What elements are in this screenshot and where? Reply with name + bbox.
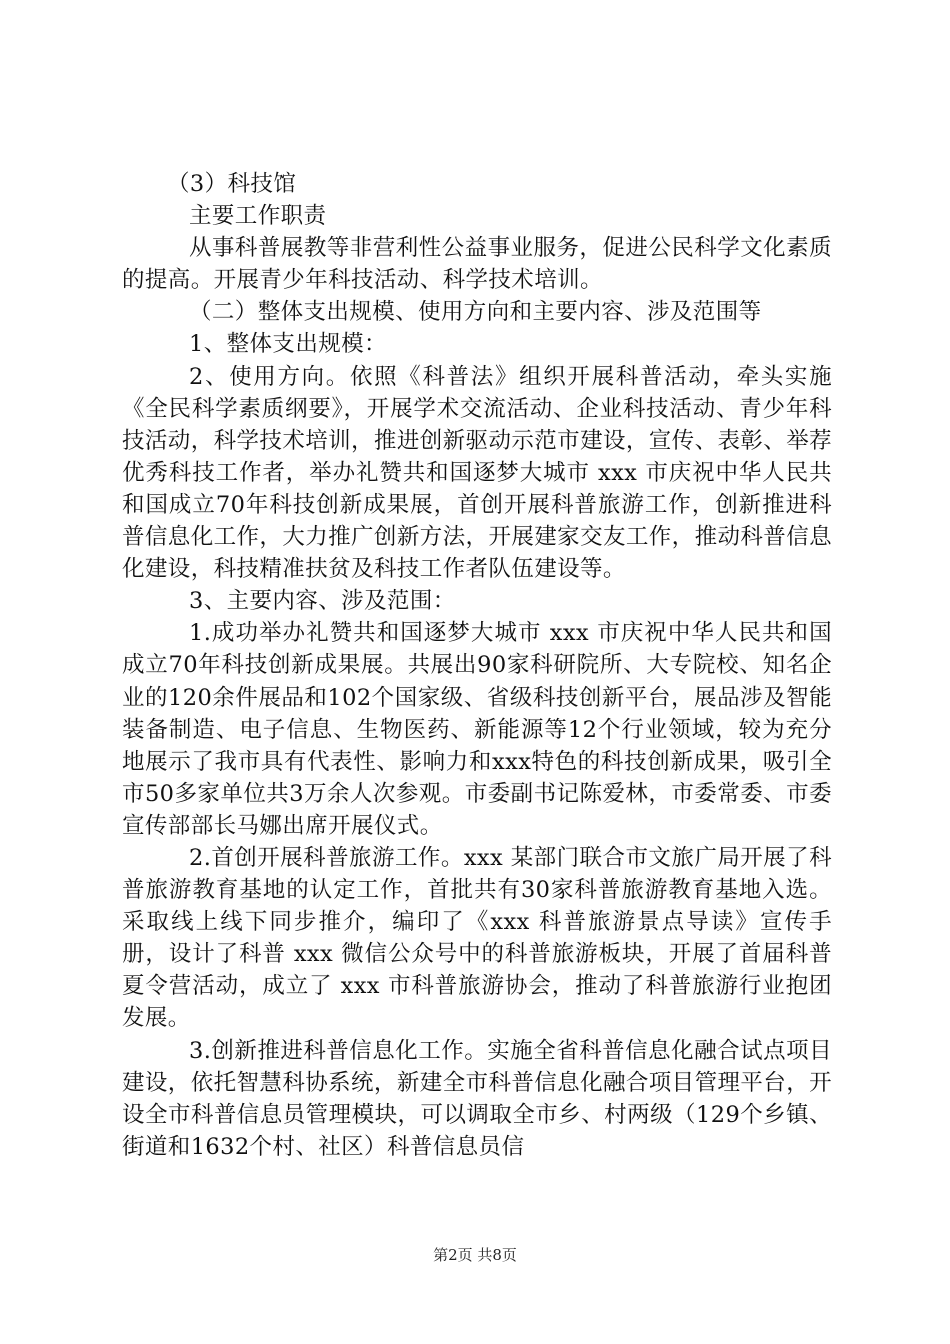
paragraph-section-heading: （3）科技馆: [167, 171, 297, 197]
paragraph-heading-two: （二）整体支出规模、使用方向和主要内容、涉及范围等: [189, 299, 762, 326]
document-body: [122, 168, 832, 1163]
paragraph-point-3: 3.创新推进科普信息化工作。实施全省科普信息化融合试点项目建设，依托智慧科协系统，新建全市科普信息化融合项目管理平台，开设全市科普信息员管理模块，可以调取全市乡、村两级（129个乡镇、街道和1632个村、社区）科普信息员信: [122, 1037, 832, 1160]
paragraph-item-1: 1、整体支出规模：: [189, 331, 387, 358]
paragraph-subheading: 主要工作职责: [189, 203, 327, 230]
page-footer: 第2页 共8页: [433, 1246, 517, 1264]
paragraph-point-1: 1.成功举办礼赞共和国逐梦大城市 xxx 市庆祝中华人民共和国成立70年科技创新成果展。共展出90家科研院所、大专院校、知名企业的120余件展品和102个国家级、省级科技创新平台，展品涉及智能装备制造、电子信息、生物医药、新能源等12个行业领域，较为充分地展示了我市具有代表性、影响力和xxx特色的科技创新成果，吸引全市50多家单位共3万余人次参观。市委副书记陈爱林，市委常委、市委宣传部部长马娜出席开展仪式。: [122, 620, 832, 839]
paragraph-item-2: 2、使用方向。依照《科普法》组织开展科普活动，牵头实施《全民科学素质纲要》，开展学术交流活动、企业科技活动、青少年科技活动，科学技术培训，推进创新驱动示范市建设，宣传、表彰、举荐优秀科技工作者，举办礼赞共和国逐梦大城市 xxx 市庆祝中华人民共和国成立70年科技创新成果展，首创开展科普旅游工作，创新推进科普信息化工作，大力推广创新方法，开展建家交友工作，推动科普信息化建设，科技精准扶贫及科技工作者队伍建设等。: [122, 363, 832, 583]
paragraph-duties: 从事科普展教等非营利性公益事业服务，促进公民科学文化素质的提高。开展青少年科技活动、科学技术培训。: [122, 235, 832, 294]
paragraph-item-3: 3、主要内容、涉及范围：: [189, 588, 456, 615]
paragraph-point-2: 2.首创开展科普旅游工作。xxx 某部门联合市文旅广局开展了科普旅游教育基地的认定工作，首批共有30家科普旅游教育基地入选。采取线上线下同步推介，编印了《xxx 科普旅游景点导读》宣传手册，设计了科普 xxx 微信公众号中的科普旅游板块，开展了首届科普夏令营活动，成立了 xxx 市科普旅游协会，推动了科普旅游行业抱团发展。: [122, 844, 832, 1032]
